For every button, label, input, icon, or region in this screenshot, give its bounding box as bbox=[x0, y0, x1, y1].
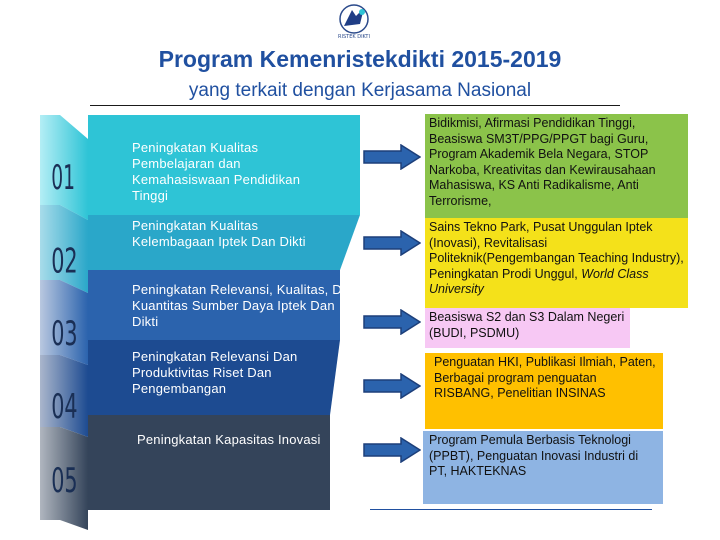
logo-text: RISTEK DIKTI bbox=[338, 34, 370, 40]
bottom-rule bbox=[370, 509, 652, 510]
level-3-label: Peningkatan Relevansi, Kualitas, Dan Kuantitas Sumber Daya Iptek Dan Dikti bbox=[132, 282, 357, 329]
level-5-number: 05 bbox=[51, 460, 78, 501]
level-5-band bbox=[88, 415, 330, 510]
outcome-box-2 bbox=[425, 218, 688, 308]
outcome-1-text: Bidikmisi, Afirmasi Pendidikan Tinggi, Beasiswa SM3T/PPG/PPGT bagi Guru, Program Akademik Bela Negara, STOP Narkoba, Kreativitas dan Kewirausahaan Mahasiswa, KS Anti Radikalisme, Anti Terrorisme, bbox=[429, 116, 656, 208]
arrow-right-icon bbox=[363, 230, 421, 256]
level-1-number: 01 bbox=[51, 157, 75, 198]
level-2-label: Peningkatan Kualitas Kelembagaan Iptek Dan Dikti bbox=[132, 218, 306, 249]
outcome-box-1 bbox=[425, 114, 688, 218]
arrow-right-icon bbox=[363, 144, 421, 170]
level-4-number: 04 bbox=[51, 386, 78, 427]
level-5-label: Peningkatan Kapasitas Inovasi bbox=[137, 432, 321, 447]
arrow-right-icon bbox=[363, 437, 421, 463]
outcome-3-text: Beasiswa S2 dan S3 Dalam Negeri (BUDI, PSDMU) bbox=[429, 310, 625, 340]
outcome-2-emphasis: World Class University bbox=[429, 266, 649, 296]
arrow-right-icon bbox=[363, 373, 421, 399]
outcome-4-text: Penguatan HKI, Publikasi Ilmiah, Paten, Berbagai program penguatan RISBANG, Penelitian INSINAS bbox=[434, 355, 656, 400]
program-levels bbox=[40, 115, 380, 530]
outcome-box-3 bbox=[425, 308, 630, 348]
outcome-5-text: Program Pemula Berbasis Teknologi (PPBT), Penguatan Inovasi Industri di PT, HAKTEKNAS bbox=[429, 433, 639, 478]
outcome-2-text: Sains Tekno Park, Pusat Unggulan Iptek (Inovasi), Revitalisasi Politeknik(Pengembangan Teaching Industry), Peningkatan Prodi Unggul, bbox=[429, 220, 684, 281]
page-title: Program Kemenristekdikti 2015-2019 bbox=[158, 46, 562, 72]
arrow-right-icon bbox=[363, 309, 421, 335]
level-2-number: 02 bbox=[51, 240, 78, 281]
level-4-label: Peningkatan Relevansi Dan Produktivitas Riset Dan Pengembangan bbox=[132, 349, 298, 396]
page-subtitle: yang terkait dengan Kerjasama Nasional bbox=[188, 80, 532, 101]
level-1-label: Peningkatan Kualitas Pembelajaran dan Kemahasiswaan Pendidikan Tinggi bbox=[132, 140, 301, 203]
level-3-number: 03 bbox=[51, 313, 78, 354]
title-underline bbox=[90, 105, 620, 106]
outcome-box-4 bbox=[425, 353, 663, 429]
outcome-box-5 bbox=[423, 431, 663, 504]
